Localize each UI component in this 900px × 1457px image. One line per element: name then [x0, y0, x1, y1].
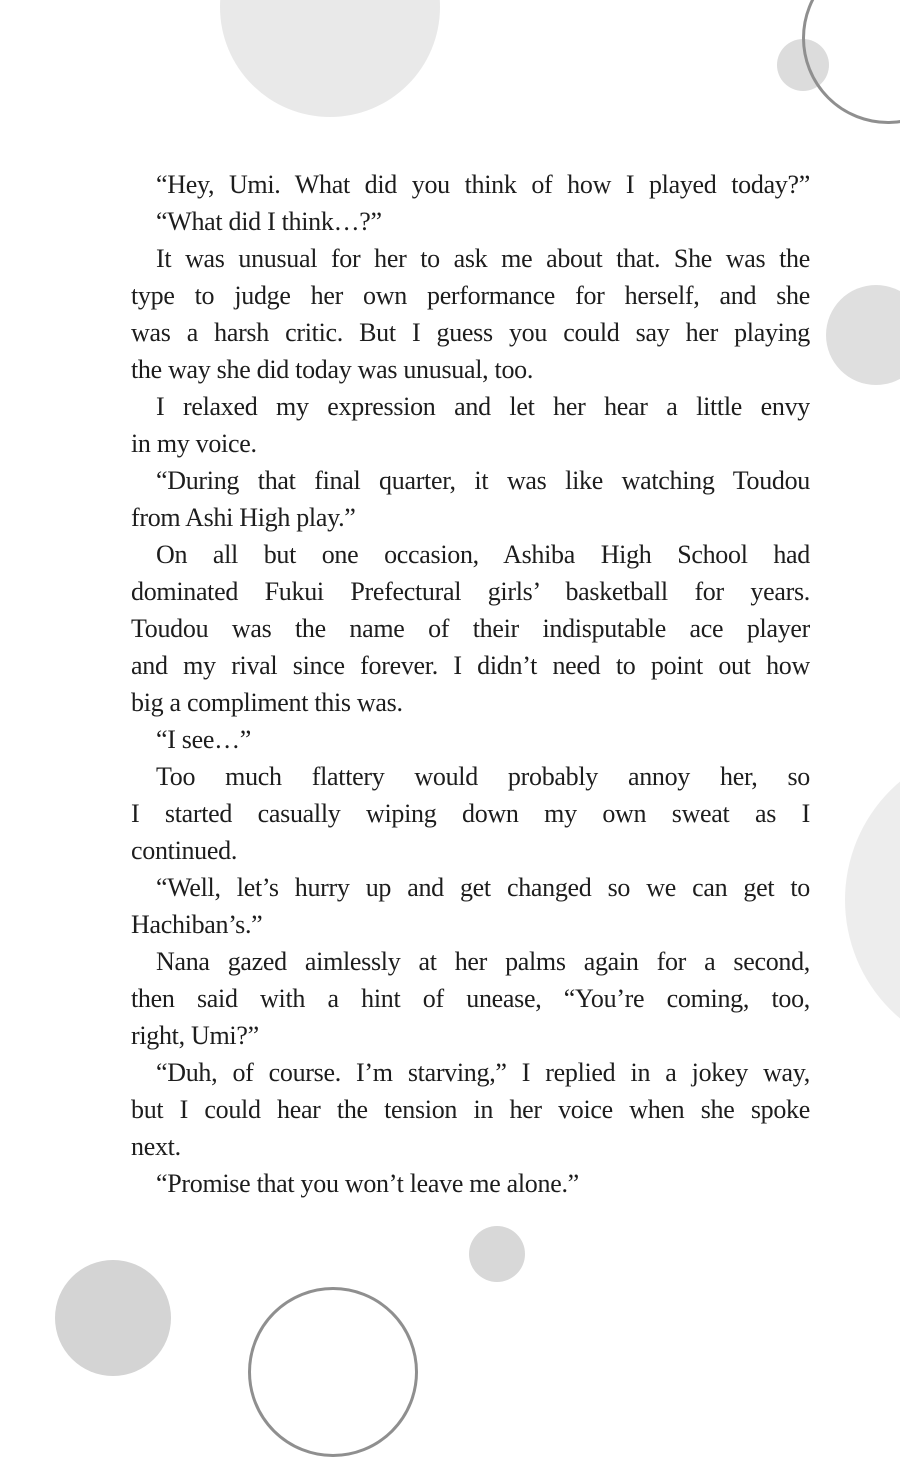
text-line: next. [131, 1132, 181, 1161]
text-line: big a compliment this was. [131, 688, 403, 717]
decor-circle-bottom-small [469, 1226, 525, 1282]
paragraph [131, 943, 810, 1054]
paragraph [131, 721, 810, 758]
text-line: type to judge her own performance for herself, and she [131, 281, 810, 310]
text-line: “What did I think…?” [156, 207, 382, 236]
text-line: “Duh, of course. I’m starving,” I replied in a jokey way, [156, 1058, 810, 1087]
paragraph [131, 536, 810, 721]
text-line: On all but one occasion, Ashiba High School had [156, 540, 810, 569]
decor-circle-bottom-left [55, 1260, 171, 1376]
text-line: the way she did today was unusual, too. [131, 355, 534, 384]
text-line: dominated Fukui Prefectural girls’ basketball for years. [131, 577, 810, 606]
paragraph [131, 166, 810, 203]
text-line: and my rival since forever. I didn’t need to point out how [131, 651, 810, 680]
text-line: “I see…” [156, 725, 252, 754]
text-line: in my voice. [131, 429, 257, 458]
text-line: “Hey, Umi. What did you think of how I played today?” [156, 170, 810, 199]
paragraph [131, 1054, 810, 1165]
text-line: but I could hear the tension in her voice when she spoke [131, 1095, 810, 1124]
decor-circle-mid-right [826, 285, 900, 385]
text-line: from Ashi High play.” [131, 503, 356, 532]
decor-circle-top-center [220, 0, 440, 117]
text-line: It was unusual for her to ask me about that. She was the [156, 244, 810, 273]
text-line: Hachiban’s.” [131, 910, 263, 939]
decor-circle-bottom-outline [248, 1287, 418, 1457]
text-line: I started casually wiping down my own sweat as I [131, 799, 810, 828]
text-line: continued. [131, 836, 238, 865]
paragraph [131, 388, 810, 462]
text-line: then said with a hint of unease, “You’re coming, too, [131, 984, 810, 1013]
text-line: “During that final quarter, it was like watching Toudou [156, 466, 810, 495]
paragraph [131, 1165, 810, 1202]
text-line: Nana gazed aimlessly at her palms again for a second, [156, 947, 810, 976]
text-line: I relaxed my expression and let her hear a little envy [156, 392, 810, 421]
decor-circle-lower-right [845, 745, 900, 1055]
paragraph [131, 203, 810, 240]
decor-circle-top-right-outline [802, 0, 900, 124]
text-line: “Well, let’s hurry up and get changed so we can get to [156, 873, 810, 902]
paragraph [131, 462, 810, 536]
text-line: right, Umi?” [131, 1021, 259, 1050]
text-line: Toudou was the name of their indisputable ace player [131, 614, 810, 643]
page-text [131, 166, 810, 1202]
paragraph [131, 240, 810, 388]
text-line: “Promise that you won’t leave me alone.” [156, 1169, 579, 1198]
text-line: Too much flattery would probably annoy her, so [156, 762, 810, 791]
paragraph [131, 758, 810, 869]
paragraph [131, 869, 810, 943]
text-line: was a harsh critic. But I guess you could say her playing [131, 318, 810, 347]
